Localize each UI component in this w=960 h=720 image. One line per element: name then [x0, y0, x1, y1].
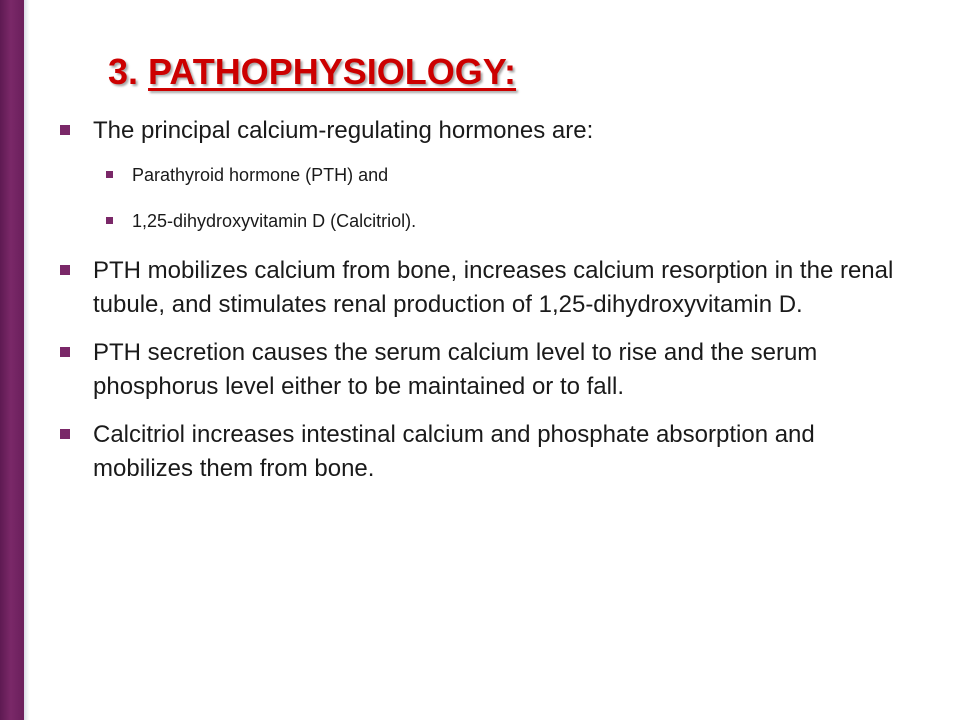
sub-bullet-text: 1,25-dihydroxyvitamin D (Calcitriol). [132, 211, 417, 231]
bullet-text: The principal calcium-regulating hormones are: [93, 117, 594, 144]
sub-bullet-item-pth [106, 162, 900, 188]
bullet-item-pth-mobilizes [60, 254, 900, 322]
slide-title [108, 50, 516, 94]
bullet-list [60, 114, 900, 500]
square-bullet-icon [106, 217, 113, 224]
square-bullet-icon [60, 125, 70, 135]
bullet-item-calcitriol-increases [60, 418, 900, 486]
square-bullet-icon [60, 429, 70, 439]
bullet-item-pth-secretion [60, 336, 900, 404]
sub-bullet-item-calcitriol [106, 208, 900, 234]
square-bullet-icon [60, 347, 70, 357]
bullet-text: PTH mobilizes calcium from bone, increases calcium resorption in the renal tubule, and stimulates renal production of 1,25-dihydroxyvitamin D. [93, 257, 894, 318]
bullet-text: PTH secretion causes the serum calcium level to rise and the serum phosphorus level either to be maintained or to fall. [93, 339, 818, 400]
left-accent-bar [0, 0, 24, 720]
sub-bullet-text: Parathyroid hormone (PTH) and [132, 165, 389, 185]
slide-title-number: 3. [108, 51, 149, 92]
slide-title-text: PATHOPHYSIOLOGY: [148, 51, 517, 92]
bullet-item-hormones [60, 114, 900, 148]
left-accent-bar-edge [24, 0, 30, 720]
bullet-text: Calcitriol increases intestinal calcium and phosphate absorption and mobilizes them from bone. [93, 421, 815, 482]
square-bullet-icon [60, 265, 70, 275]
square-bullet-icon [106, 171, 113, 178]
